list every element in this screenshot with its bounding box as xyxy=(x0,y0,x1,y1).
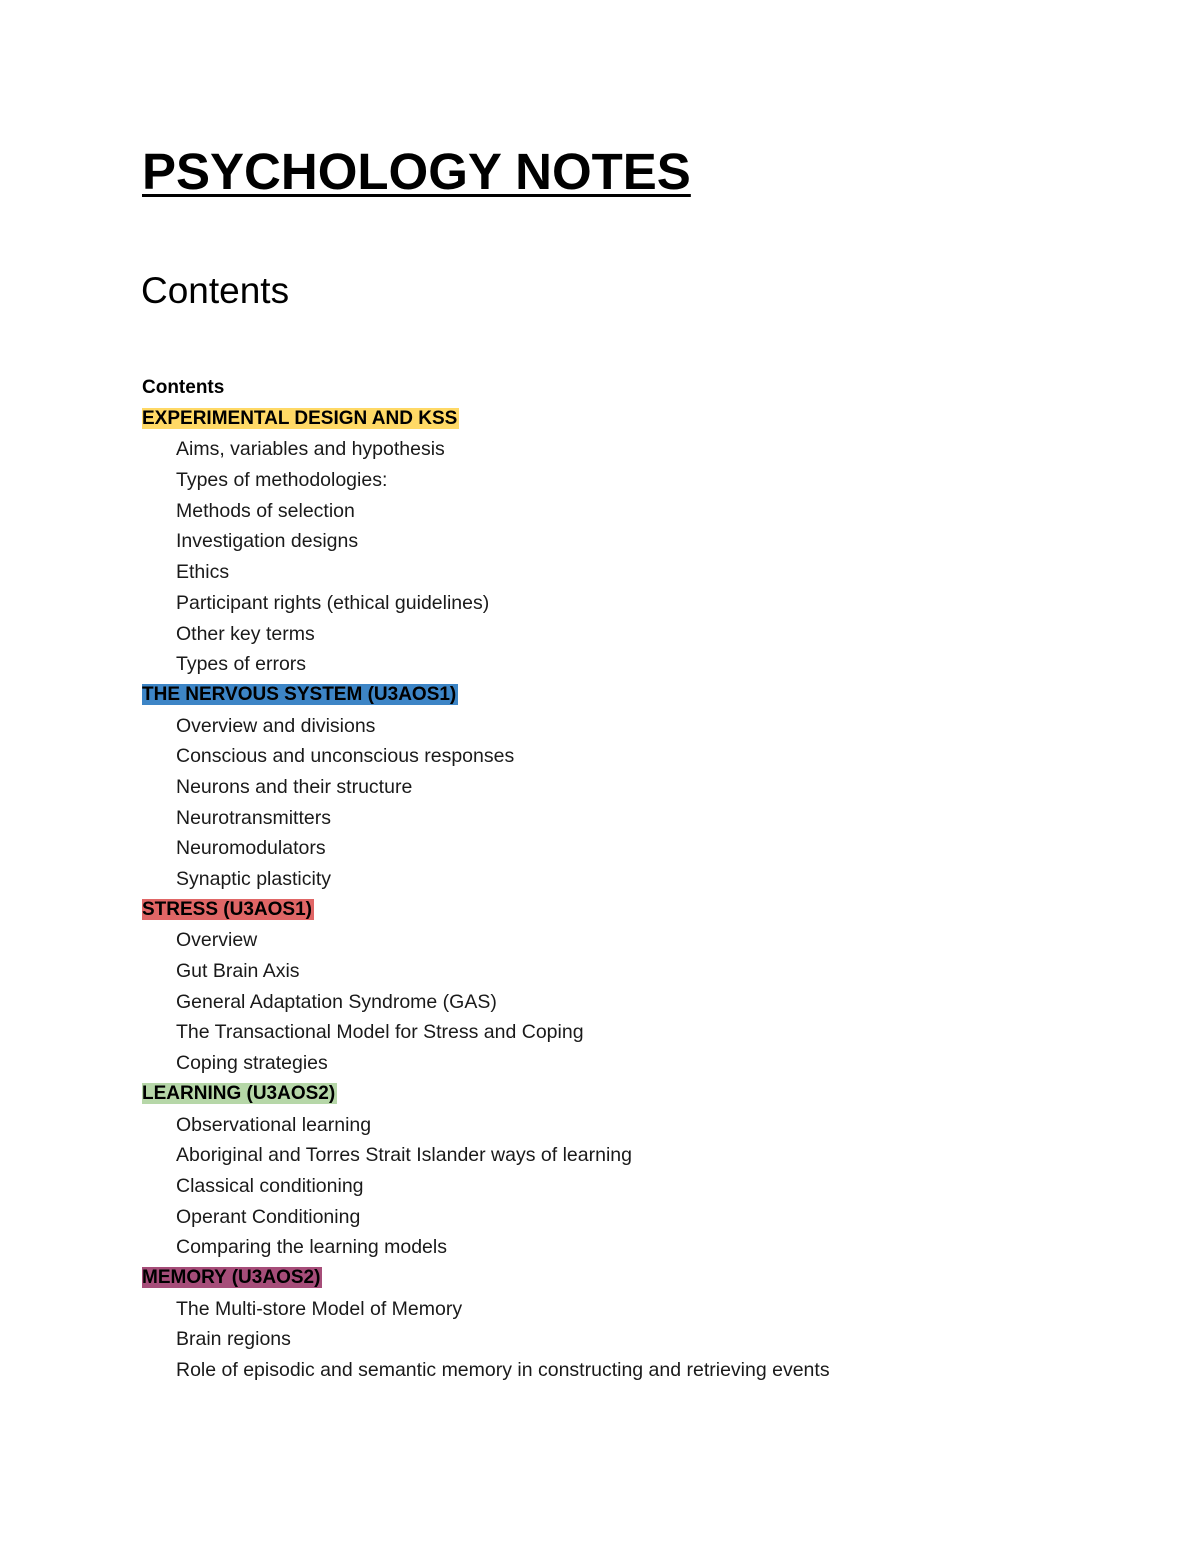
toc-list xyxy=(142,1294,1142,1386)
section-heading-label[interactable]: MEMORY (U3AOS2) xyxy=(142,1266,321,1288)
toc-item[interactable]: Comparing the learning models xyxy=(176,1236,447,1259)
toc-item[interactable]: General Adaptation Syndrome (GAS) xyxy=(176,990,497,1013)
section-heading[interactable] xyxy=(142,895,1142,926)
toc-title: Contents xyxy=(142,377,225,398)
section-heading-label[interactable]: EXPERIMENTAL DESIGN AND KSS xyxy=(142,407,458,429)
toc-item[interactable]: The Multi-store Model of Memory xyxy=(176,1297,463,1320)
toc-item[interactable]: Operant Conditioning xyxy=(176,1205,361,1228)
toc-section-stress xyxy=(142,895,1142,1079)
toc-item[interactable]: Investigation designs xyxy=(176,530,359,553)
toc-list xyxy=(142,1110,1142,1263)
toc-item[interactable]: Participant rights (ethical guidelines) xyxy=(176,591,490,614)
toc-list xyxy=(142,711,1142,895)
toc-item[interactable]: Neurons and their structure xyxy=(176,775,413,798)
section-heading-label[interactable]: THE NERVOUS SYSTEM (U3AOS1) xyxy=(142,683,457,705)
toc-item[interactable]: Ethics xyxy=(176,561,230,584)
toc-item[interactable]: Classical conditioning xyxy=(176,1174,364,1197)
toc-item[interactable]: Observational learning xyxy=(176,1113,372,1136)
toc-item[interactable]: Gut Brain Axis xyxy=(176,960,300,983)
toc-item[interactable]: Role of episodic and semantic memory in constructing and retrieving events xyxy=(176,1359,830,1381)
contents-heading: Contents xyxy=(141,270,290,311)
toc-item[interactable]: Types of methodologies: xyxy=(176,469,388,492)
section-heading-label[interactable]: STRESS (U3AOS1) xyxy=(142,898,312,920)
section-heading[interactable] xyxy=(142,404,1142,435)
toc-item[interactable]: Conscious and unconscious responses xyxy=(176,745,515,768)
toc-item[interactable]: Brain regions xyxy=(176,1328,291,1351)
toc-item[interactable]: Coping strategies xyxy=(176,1052,328,1075)
section-heading[interactable] xyxy=(142,1263,1142,1294)
toc-item[interactable]: Neuromodulators xyxy=(176,837,326,860)
toc-section-learning xyxy=(142,1079,1142,1263)
section-heading[interactable] xyxy=(142,680,1142,711)
toc-item[interactable]: Overview xyxy=(176,929,258,952)
table-of-contents xyxy=(142,373,1142,1386)
toc-item[interactable]: Neurotransmitters xyxy=(176,806,331,829)
section-heading-label[interactable]: LEARNING (U3AOS2) xyxy=(142,1082,336,1104)
toc-section-experimental-design xyxy=(142,404,1142,680)
toc-list xyxy=(142,434,1142,680)
toc-item[interactable]: Overview and divisions xyxy=(176,714,376,737)
section-heading[interactable] xyxy=(142,1079,1142,1110)
page-title: PSYCHOLOGY NOTES xyxy=(142,143,691,200)
toc-item[interactable]: Aims, variables and hypothesis xyxy=(176,438,445,461)
toc-item[interactable]: Types of errors xyxy=(176,653,307,676)
toc-item[interactable]: Aboriginal and Torres Strait Islander ways of learning xyxy=(176,1144,632,1167)
toc-item[interactable]: The Transactional Model for Stress and Coping xyxy=(176,1021,584,1044)
toc-section-nervous-system xyxy=(142,680,1142,895)
toc-list xyxy=(142,925,1142,1078)
toc-section-memory xyxy=(142,1263,1142,1386)
toc-item[interactable]: Methods of selection xyxy=(176,499,355,522)
toc-item[interactable]: Synaptic plasticity xyxy=(176,868,331,890)
toc-item[interactable]: Other key terms xyxy=(176,622,315,645)
